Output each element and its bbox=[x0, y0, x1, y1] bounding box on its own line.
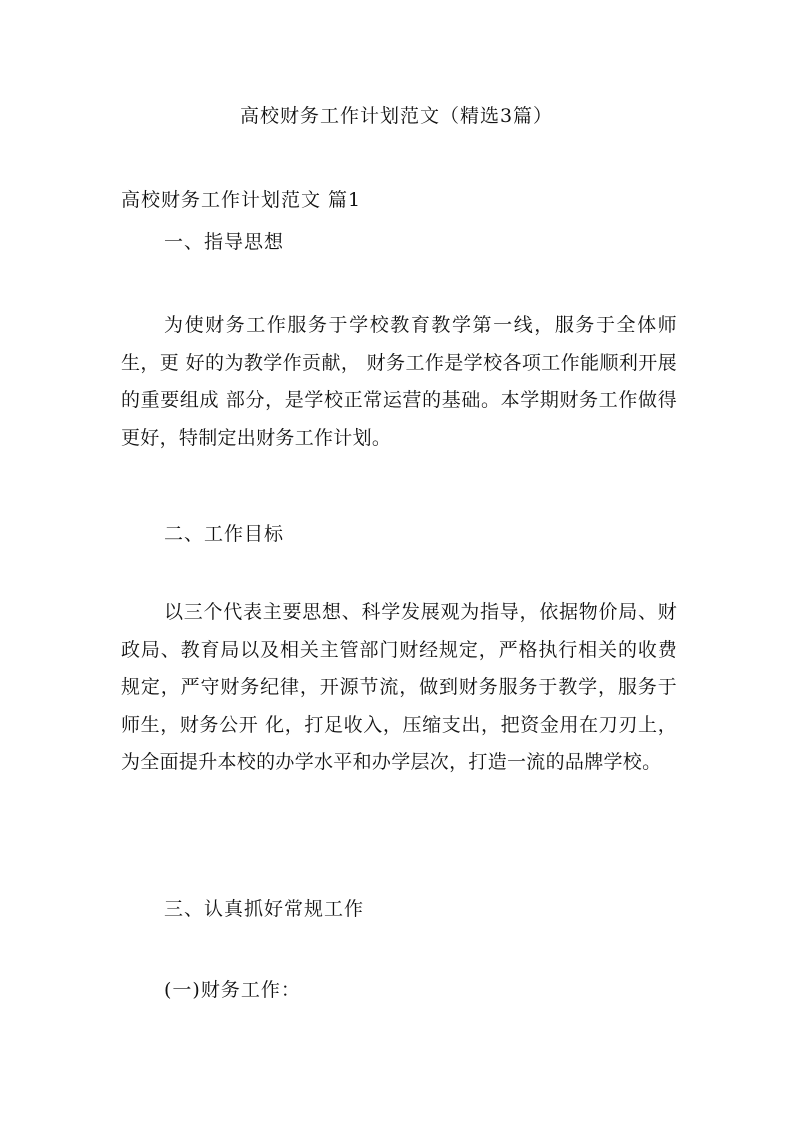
document-title: 高校财务工作计划范文（精选3篇） bbox=[239, 105, 554, 127]
section-heading-work-goals: 二、工作目标 bbox=[164, 523, 285, 545]
section-heading-guiding-thought: 一、指导思想 bbox=[164, 231, 285, 253]
section-paragraph-work-goals: 以三个代表主要思想、科学发展观为指导，依据物价局、财政局、教育局以及相关主管部门财经规定，严格执行相关的收费规定，严守财务纪律，开源节流，做到财务服务于教学，服务于师生，财务公开 化，打足收入，压缩支出，把资金用在刀刃上，为全面提升本校的办学水平和办学层次，打造一流的品牌学校。 bbox=[121, 601, 677, 773]
section-paragraph-guiding-thought: 为使财务工作服务于学校教育教学第一线，服务于全体师生，更 好的为教学作贡献， 财务工作是学校各项工作能顺利开展的重要组成 部分，是学校正常运营的基础。本学期财务工作做得更好，特制定出财务工作计划。 bbox=[121, 314, 677, 449]
subsection-heading-finance-work: (一)财务工作： bbox=[164, 979, 301, 1001]
article-title: 高校财务工作计划范文 篇1 bbox=[121, 189, 362, 211]
section-heading-routine-work: 三、认真抓好常规工作 bbox=[164, 898, 365, 920]
